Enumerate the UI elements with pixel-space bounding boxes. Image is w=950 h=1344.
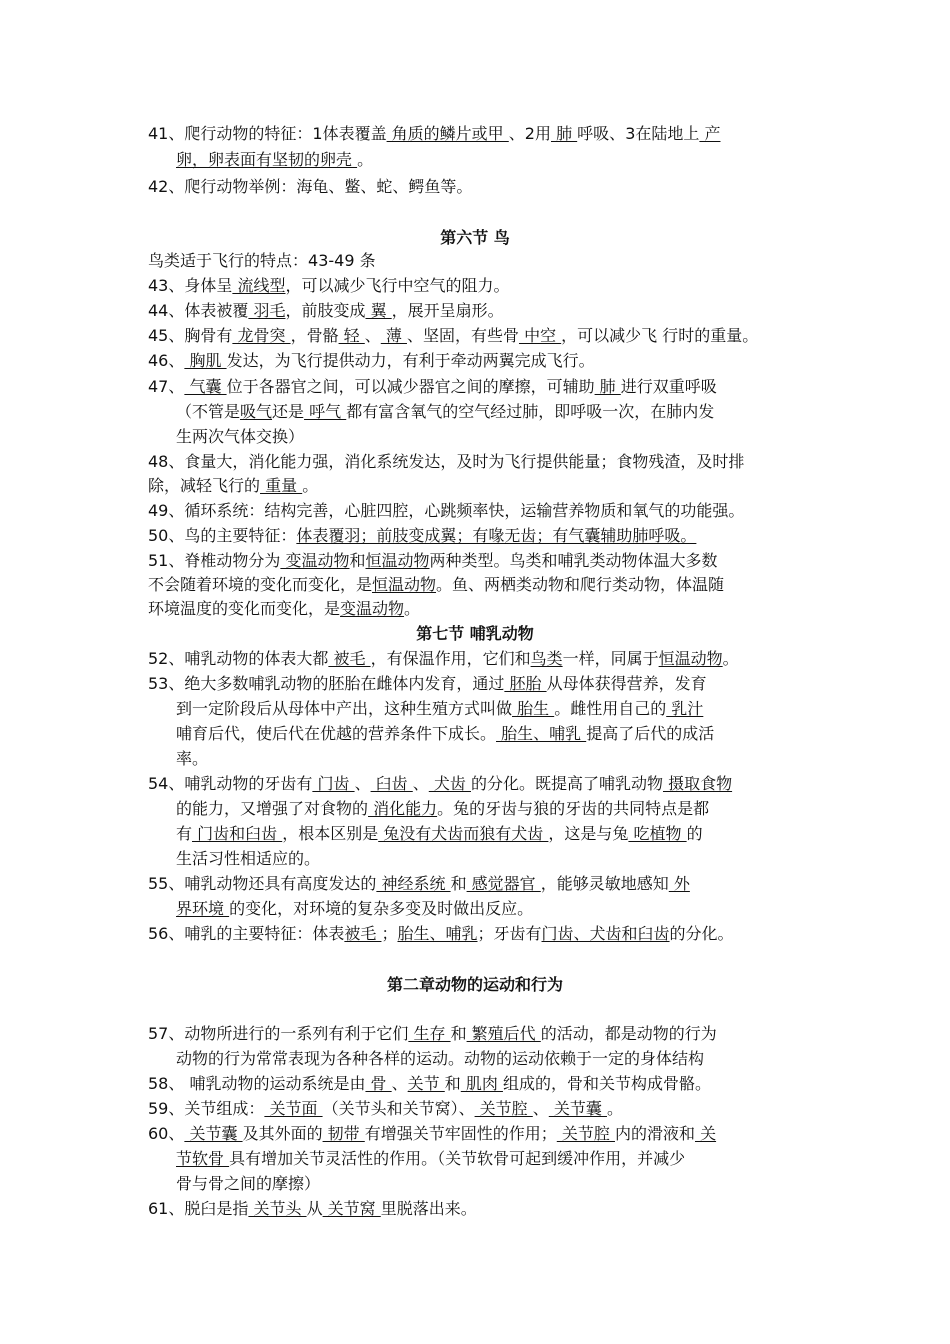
birds-intro: 鸟类适于飞行的特点：43-49 条 <box>148 251 376 270</box>
item-54-line-2: 的能力，又增强了对食物的 消化能力。兔的牙齿与狼的牙齿的共同特点是都 <box>176 799 710 818</box>
item-51-line-3: 环境温度的变化而变化，是变温动物。 <box>148 599 421 618</box>
item-41-line-2: 卵，卵表面有坚韧的卵壳 。 <box>176 150 374 169</box>
item-60-line-2: 节软骨 具有增加关节灵活性的作用。（关节软骨可起到缓冲作用，并减少 <box>176 1149 686 1168</box>
item-59: 59、关节组成： 关节面 （关节头和关节窝）、 关节腔 、 关节囊 。 <box>148 1099 623 1118</box>
item-51-line-1: 51、脊椎动物分为 变温动物和恒温动物两种类型。鸟类和哺乳类动物体温大多数 <box>148 551 718 570</box>
item-53-line-4: 率。 <box>176 749 209 768</box>
item-49: 49、循环系统：结构完善，心脏四腔，心跳频率快，运输营养物质和氧气的功能强。 <box>148 501 745 520</box>
item-53-line-1: 53、绝大多数哺乳动物的胚胎在雌体内发育，通过 胚胎 从母体获得营养，发育 <box>148 674 707 693</box>
section-heading-birds: 第六节 鸟 <box>440 228 510 247</box>
chapter-heading-movement: 第二章动物的运动和行为 <box>386 975 563 994</box>
item-53-line-3: 哺育后代，使后代在优越的营养条件下成长。 胎生、哺乳 提高了后代的成活 <box>176 724 715 743</box>
item-54-line-4: 生活习性相适应的。 <box>176 849 321 868</box>
item-42: 42、爬行动物举例：海龟、鳖、蛇、鳄鱼等。 <box>148 177 473 196</box>
item-54-line-1: 54、哺乳动物的牙齿有 门齿 、 臼齿 、 犬齿 的分化。既提高了哺乳动物 摄取食物 <box>148 774 733 793</box>
item-47-line-3: 生两次气体交换） <box>176 427 305 446</box>
item-44: 44、体表被覆 羽毛，前肢变成 翼 ，展开呈扇形。 <box>148 301 504 320</box>
item-56: 56、哺乳的主要特征：体表被毛 ；胎生、哺乳；牙齿有门齿、犬齿和臼齿的分化。 <box>148 924 734 943</box>
item-55-line-1: 55、哺乳动物还具有高度发达的 神经系统 和 感觉器官 ，能够灵敏地感知 外 <box>148 874 690 893</box>
item-61: 61、脱臼是指 关节头 从 关节窝 里脱落出来。 <box>148 1199 477 1218</box>
item-43: 43、身体呈 流线型，可以减少飞行中空气的阻力。 <box>148 276 510 295</box>
item-60-line-3: 骨与骨之间的摩擦） <box>176 1174 321 1193</box>
section-heading-mammals: 第七节 哺乳动物 <box>416 624 534 643</box>
item-55-line-2: 界环境 的变化，对环境的复杂多变及时做出反应。 <box>176 899 534 918</box>
item-45: 45、胸骨有 龙骨突 ，骨骼 轻 、 薄 、坚固，有些骨 中空 ，可以减少飞 行时的重量。 <box>148 326 759 345</box>
item-58: 58、 哺乳动物的运动系统是由 骨 、关节 和 肌肉 组成的，骨和关节构成骨骼。 <box>148 1074 711 1093</box>
item-51-line-2: 不会随着环境的变化而变化，是恒温动物。鱼、两栖类动物和爬行类动物，体温随 <box>148 575 725 594</box>
item-52: 52、哺乳动物的体表大都 被毛 ，有保温作用，它们和鸟类一样，同属于恒温动物。 <box>148 649 739 668</box>
item-60-line-1: 60、 关节囊 及其外面的 韧带 有增强关节牢固性的作用； 关节腔 内的滑液和 关 <box>148 1124 717 1143</box>
item-54-line-3: 有 门齿和臼齿 ，根本区别是 兔没有犬齿而狼有犬齿 ，这是与兔 吃植物 的 <box>176 824 703 843</box>
item-57-line-2: 动物的行为常常表现为各种各样的运动。动物的运动依赖于一定的身体结构 <box>176 1049 705 1068</box>
item-47-line-2: （不管是吸气还是 呼气 都有富含氧气的空气经过肺，即呼吸一次，在肺内发 <box>176 402 715 421</box>
item-57-line-1: 57、动物所进行的一系列有利于它们 生存 和 繁殖后代 的活动，都是动物的行为 <box>148 1024 717 1043</box>
item-48-line-1: 48、食量大，消化能力强，消化系统发达，及时为飞行提供能量；食物残渣，及时排 <box>148 452 745 471</box>
item-47-line-1: 47、 气囊 位于各器官之间，可以减少器官之间的摩擦，可辅助 肺 进行双重呼吸 <box>148 377 717 396</box>
item-41-line-1: 41、爬行动物的特征：1体表覆盖 角质的鳞片或甲 、2用 肺 呼吸、3在陆地上 产 <box>148 124 721 143</box>
item-53-line-2: 到一定阶段后从母体中产出，这种生殖方式叫做 胎生 。雌性用自己的 乳汁 <box>176 699 704 718</box>
item-50: 50、鸟的主要特征：体表覆羽；前肢变成翼；有喙无齿；有气囊辅助肺呼吸。 <box>148 526 697 545</box>
item-46: 46、 胸肌 发达，为飞行提供动力，有利于牵动两翼完成飞行。 <box>148 351 595 370</box>
item-48-line-2: 除，减轻飞行的 重量 。 <box>148 476 319 495</box>
